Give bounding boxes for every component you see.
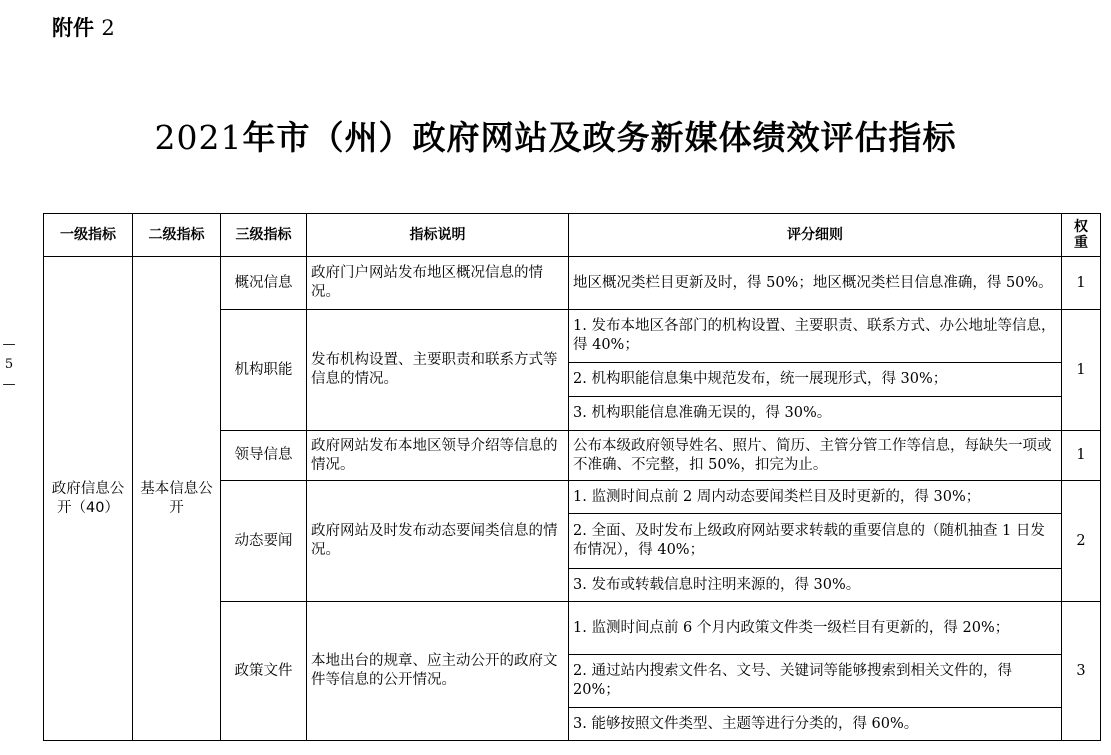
rule-cell: 3. 发布或转载信息时注明来源的，得 30%。	[569, 569, 1062, 602]
weight-cell: 2	[1062, 481, 1101, 602]
header-level2: 二级指标	[133, 214, 221, 257]
page-number: — 5 —	[2, 337, 16, 392]
header-rules: 评分细则	[569, 214, 1062, 257]
title-text: 年市（州）政府网站及政务新媒体绩效评估指标	[242, 118, 957, 157]
header-weight: 权 重	[1062, 214, 1101, 257]
header-description: 指标说明	[307, 214, 569, 257]
rule-cell: 2. 全面、及时发布上级政府网站要求转载的重要信息的（随机抽查 1 日发布情况），得 40%；	[569, 514, 1062, 569]
header-level1: 一级指标	[44, 214, 133, 257]
description-cell: 发布机构设置、主要职责和联系方式等信息的情况。	[307, 310, 569, 431]
rule-cell: 公布本级政府领导姓名、照片、简历、主管分管工作等信息，每缺失一项或不准确、不完整，扣 50%，扣完为止。	[569, 431, 1062, 481]
evaluation-table	[43, 213, 1101, 741]
description-cell: 政府网站及时发布动态要闻类信息的情况。	[307, 481, 569, 602]
level3-cell: 政策文件	[221, 602, 307, 741]
title-year: 2021	[154, 118, 243, 157]
description-cell: 本地出台的规章、应主动公开的政府文件等信息的公开情况。	[307, 602, 569, 741]
weight-cell: 1	[1062, 310, 1101, 431]
header-row	[44, 214, 1101, 257]
level3-cell: 动态要闻	[221, 481, 307, 602]
description-cell: 政府门户网站发布地区概况信息的情况。	[307, 257, 569, 310]
weight-cell: 1	[1062, 257, 1101, 310]
rule-cell: 1. 发布本地区各部门的机构设置、主要职责、联系方式、办公地址等信息，得 40%；	[569, 310, 1062, 363]
attachment-text: 附件	[52, 16, 94, 40]
table-row	[44, 257, 1101, 310]
level3-cell: 领导信息	[221, 431, 307, 481]
rule-cell: 1. 监测时间点前 6 个月内政策文件类一级栏目有更新的，得 20%；	[569, 602, 1062, 655]
rule-cell: 2. 通过站内搜索文件名、文号、关键词等能够搜索到相关文件的，得 20%；	[569, 655, 1062, 708]
attachment-label	[52, 12, 115, 42]
level1-cell: 政府信息公开（40）	[44, 257, 133, 741]
weight-cell: 3	[1062, 602, 1101, 741]
document-title	[0, 112, 1111, 159]
rule-cell: 地区概况类栏目更新及时，得 50%；地区概况类栏目信息准确，得 50%。	[569, 257, 1062, 310]
rule-cell: 3. 机构职能信息准确无误的，得 30%。	[569, 397, 1062, 431]
level2-cell: 基本信息公开	[133, 257, 221, 741]
description-cell: 政府网站发布本地区领导介绍等信息的情况。	[307, 431, 569, 481]
attachment-number: 2	[101, 16, 115, 40]
level3-cell: 概况信息	[221, 257, 307, 310]
rule-cell: 3. 能够按照文件类型、主题等进行分类的，得 60%。	[569, 708, 1062, 741]
rule-cell: 2. 机构职能信息集中规范发布，统一展现形式，得 30%；	[569, 363, 1062, 397]
rule-cell: 1. 监测时间点前 2 周内动态要闻类栏目及时更新的，得 30%；	[569, 481, 1062, 514]
header-level3: 三级指标	[221, 214, 307, 257]
weight-cell: 1	[1062, 431, 1101, 481]
level3-cell: 机构职能	[221, 310, 307, 431]
